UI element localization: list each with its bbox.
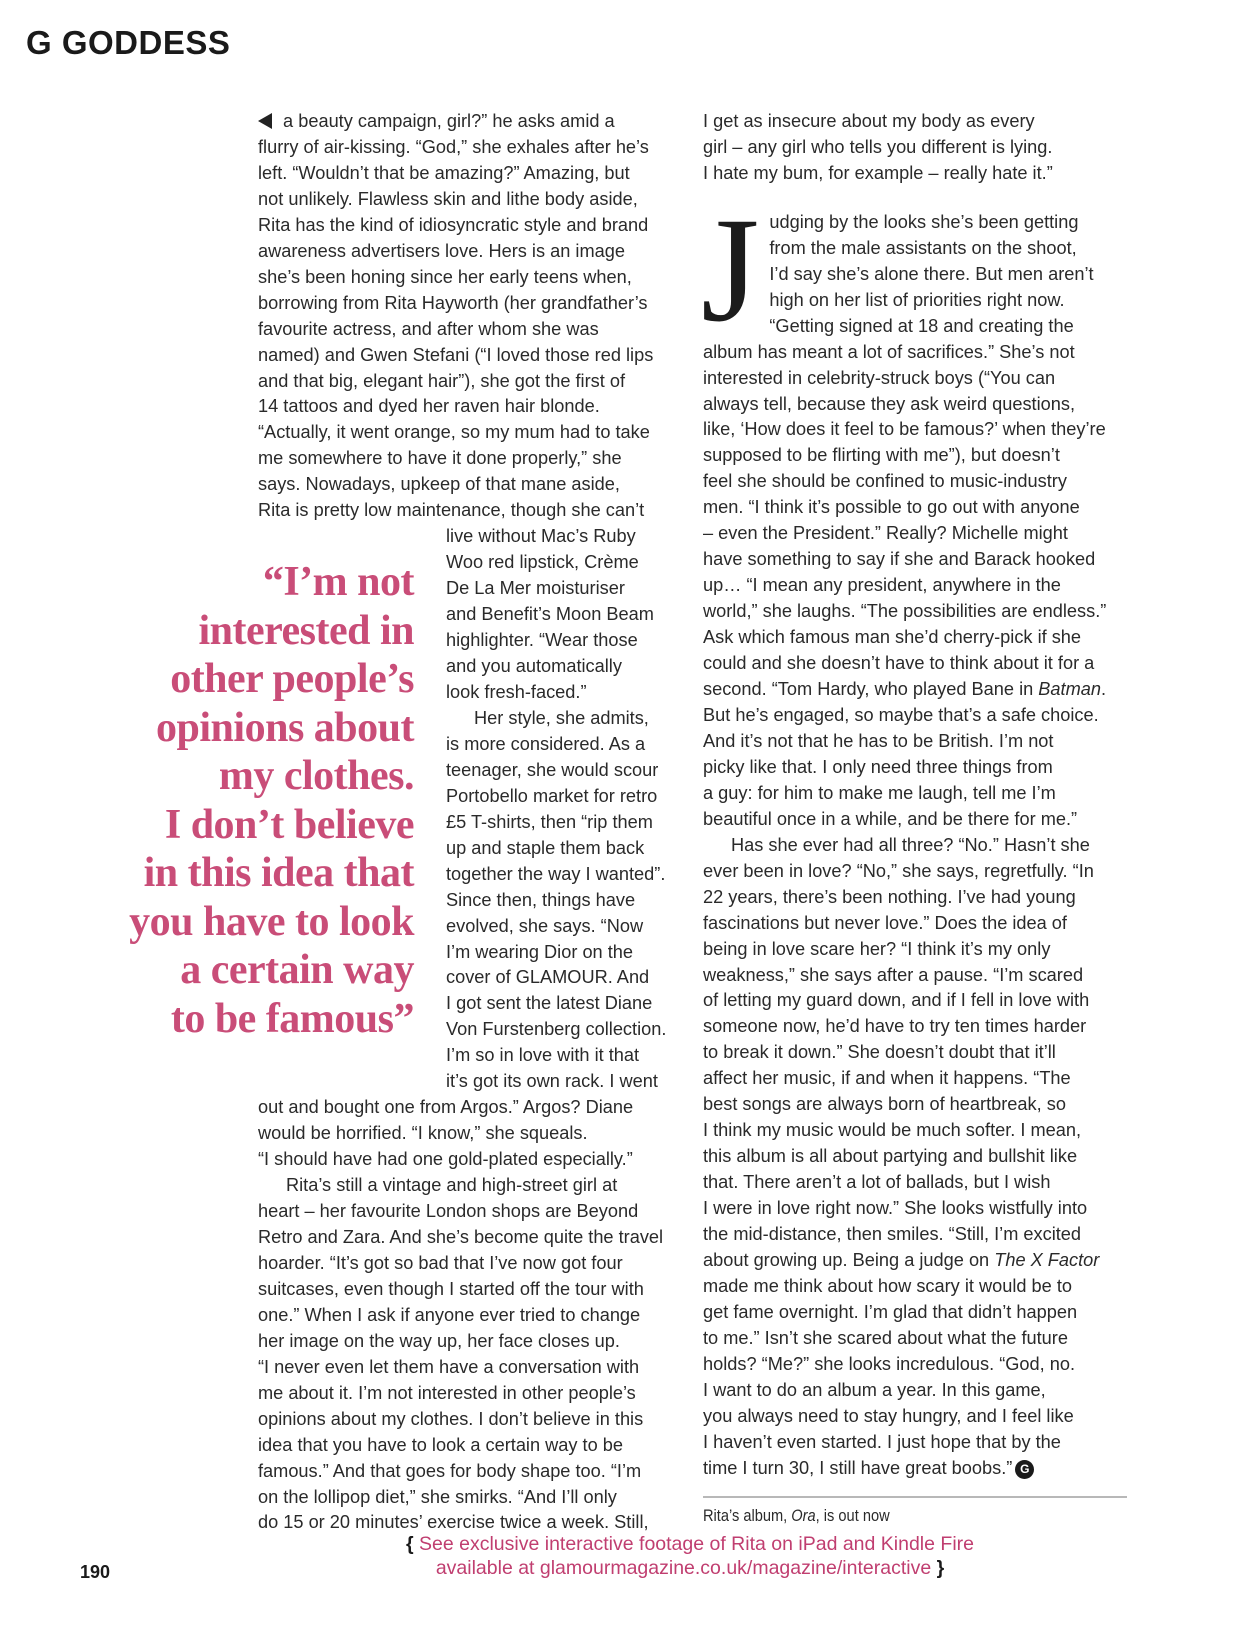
text-line: De La Mer moisturiser bbox=[446, 578, 625, 599]
text-line: “I never even let them have a conversation with bbox=[258, 1356, 640, 1377]
text-line: this album is all about partying and bullshit like bbox=[703, 1146, 1078, 1167]
text-line: best songs are always born of heartbreak, so bbox=[703, 1094, 1066, 1115]
promo-link[interactable]: available at glamourmagazine.co.uk/magazine/interactive bbox=[435, 1557, 932, 1579]
text-line: I think my music would be much softer. I mean, bbox=[703, 1120, 1082, 1141]
text-line: her image on the way up, her face closes up. bbox=[258, 1330, 620, 1351]
text-line: a guy: for him to make me laugh, tell me I’m bbox=[703, 782, 1056, 803]
text-line: girl – any girl who tells you different is lying. bbox=[703, 136, 1053, 157]
pull-quote-line: interested in bbox=[198, 607, 414, 654]
column1-bottom bbox=[258, 1095, 683, 1536]
promo-line-1: { See exclusive interactive footage of Rita on iPad and Kindle Fire bbox=[405, 1533, 974, 1555]
text-line: to break it down.” She doesn’t doubt that it’ll bbox=[703, 1042, 1056, 1063]
text-line: 22 years, there’s been nothing. I’ve had young bbox=[703, 886, 1076, 907]
paragraph-gap bbox=[703, 187, 1128, 210]
text-line: I hate my bum, for example – really hate it.” bbox=[703, 162, 1053, 183]
text-line: weakness,” she says after a pause. “I’m scared bbox=[703, 964, 1084, 985]
glamour-end-mark-icon: G bbox=[1015, 1460, 1034, 1479]
text-line: I get as insecure about my body as every bbox=[703, 111, 1035, 131]
text-line: named) and Gwen Stefani (“I loved those red lips bbox=[258, 344, 654, 365]
text-line: holds? “Me?” she looks incredulous. “God, no. bbox=[703, 1353, 1076, 1374]
text-line: flurry of air-kissing. “God,” she exhales after he’s bbox=[258, 136, 649, 157]
text-line: beautiful once in a while, and be there for me.” bbox=[703, 808, 1078, 829]
text-line: and Benefit’s Moon Beam bbox=[446, 604, 654, 625]
text-line: awareness advertisers love. Hers is an image bbox=[258, 240, 625, 261]
text-line: udging by the looks she’s been getting bbox=[769, 211, 1079, 232]
text-line: look fresh-faced.” bbox=[446, 681, 587, 702]
text-line: like, ‘How does it feel to be famous?’ when they’re bbox=[703, 419, 1106, 440]
text-line: Her style, she admits, bbox=[474, 707, 649, 728]
credit-divider bbox=[703, 1496, 1127, 1498]
text-line: Retro and Zara. And she’s become quite the travel bbox=[258, 1226, 664, 1247]
text-line: And it’s not that he has to be British. I’m not bbox=[703, 730, 1054, 751]
text-line: supposed to be flirting with me”), but doesn’t bbox=[703, 445, 1060, 466]
text-line: famous.” And that goes for body shape too. “I’m bbox=[258, 1460, 642, 1481]
text-line: could and she doesn’t have to think about it for a bbox=[703, 653, 1095, 674]
text-line: a beauty campaign, girl?” he asks amid a bbox=[258, 109, 683, 135]
text-line: “Actually, it went orange, so my mum had to take bbox=[258, 422, 650, 443]
pull-quote-line: other people’s bbox=[170, 656, 414, 702]
text-line: from the male assistants on the shoot, bbox=[769, 237, 1077, 258]
text-line: made me think about how scary it would be to bbox=[703, 1275, 1072, 1296]
text-line: someone now, he’d have to try ten times harder bbox=[703, 1016, 1087, 1037]
text-line: Von Furstenberg collection. bbox=[446, 1019, 667, 1040]
text-line: heart – her favourite London shops are Beyond bbox=[258, 1201, 639, 1222]
pull-quote-line: my clothes. bbox=[218, 753, 414, 799]
text-line: picky like that. I only need three things from bbox=[703, 756, 1053, 777]
text-line: Ask which famous man she’d cherry-pick if she bbox=[703, 627, 1082, 648]
text-line: idea that you have to look a certain way to be bbox=[258, 1434, 623, 1455]
pull-quote-line: in this idea that bbox=[143, 850, 414, 896]
text-line: world,” she laughs. “The possibilities are endless.” bbox=[703, 601, 1107, 622]
text-line: me about it. I’m not interested in other people’s bbox=[258, 1382, 636, 1403]
pull-quote-line: to be famous” bbox=[170, 995, 414, 1042]
text-line: high on her list of priorities right now. bbox=[769, 289, 1065, 310]
interactive-promo[interactable] bbox=[380, 1532, 1000, 1580]
text-line: men. “I think it’s possible to go out with anyone bbox=[703, 497, 1080, 518]
text-line: ever been in love? “No,” she says, regretfully. “In bbox=[703, 860, 1094, 881]
text-line: opinions about my clothes. I don’t believe in this bbox=[258, 1408, 644, 1429]
text-line: get fame overnight. I’m glad that didn’t happen bbox=[703, 1301, 1078, 1322]
text-line: 14 tattoos and dyed her raven hair blonde. bbox=[258, 396, 600, 417]
text-line: Portobello market for retro bbox=[446, 785, 658, 806]
show-title: The X Factor bbox=[994, 1249, 1100, 1270]
text-line: feel she should be confined to music-industry bbox=[703, 471, 1067, 492]
text-line: Rita is pretty low maintenance, though she can’t bbox=[258, 500, 645, 521]
text-line: highlighter. “Wear those bbox=[446, 630, 638, 651]
text-line: I got sent the latest Diane bbox=[446, 993, 653, 1014]
text-line: up… “I mean any president, anywhere in the bbox=[703, 575, 1061, 596]
text-line: affect her music, if and when it happens. “The bbox=[703, 1068, 1071, 1089]
text-line: is more considered. As a bbox=[446, 733, 646, 754]
text-line: about growing up. Being a judge on The X Factor bbox=[703, 1249, 1100, 1270]
page-number: 190 bbox=[80, 1562, 111, 1582]
text-line: £5 T-shirts, then “rip them bbox=[446, 811, 653, 832]
text-line: I haven’t even started. I just hope that by the bbox=[703, 1431, 1061, 1452]
text-line: says. Nowadays, upkeep of that mane aside, bbox=[258, 474, 620, 495]
text-line: I’m so in love with it that bbox=[446, 1045, 640, 1066]
pull-quote bbox=[118, 558, 414, 1043]
text-line: do 15 or 20 minutes’ exercise twice a week. Still, bbox=[258, 1512, 649, 1533]
text-line: not unlikely. Flawless skin and lithe body aside, bbox=[258, 188, 638, 209]
text-line: up and staple them back bbox=[446, 837, 645, 858]
text-line: out and bought one from Argos.” Argos? Diane bbox=[258, 1097, 634, 1118]
text-line: Woo red lipstick, Crème bbox=[446, 552, 639, 573]
text-line: I’m wearing Dior on the bbox=[446, 941, 634, 962]
text-line: live without Mac’s Ruby bbox=[446, 526, 636, 547]
text-line: suitcases, even though I started off the tour with bbox=[258, 1278, 644, 1299]
text-line: favourite actress, and after whom she was bbox=[258, 318, 599, 339]
text-line: fascinations but never love.” Does the idea of bbox=[703, 912, 1067, 933]
article-column-2 bbox=[703, 109, 1128, 1482]
text-line: Since then, things have bbox=[446, 889, 636, 910]
text-line: Rita’s still a vintage and high-street girl at bbox=[286, 1175, 618, 1196]
column1-top bbox=[258, 109, 683, 524]
dropcap-paragraph bbox=[701, 186, 1128, 1482]
album-title: Ora bbox=[791, 1506, 816, 1525]
text-line: hoarder. “It’s got so bad that I’ve now got four bbox=[258, 1252, 623, 1273]
text-line: I want to do an album a year. In this game, bbox=[703, 1379, 1046, 1400]
text-line: interested in celebrity-struck boys (“You can bbox=[703, 367, 1056, 388]
text-line: left. “Wouldn’t that be amazing?” Amazing, but bbox=[258, 162, 630, 183]
close-brace: } bbox=[936, 1557, 945, 1579]
text-line: – even the President.” Really? Michelle might bbox=[703, 523, 1068, 544]
film-title: Batman bbox=[1038, 679, 1101, 700]
text-line: that. There aren’t a lot of ballads, but I wish bbox=[703, 1172, 1051, 1193]
pull-quote-line: “I’m not bbox=[262, 559, 414, 605]
album-credit: Rita’s album, Ora, is out now bbox=[703, 1506, 890, 1525]
text-line: on the lollipop diet,” she smirks. “And I’ll only bbox=[258, 1486, 617, 1507]
promo-line-2 bbox=[380, 1556, 1000, 1580]
text-line: to me.” Isn’t she scared about what the future bbox=[703, 1327, 1068, 1348]
text-line: would be horrified. “I know,” she squeals. bbox=[258, 1123, 588, 1144]
section-header: G GODDESS bbox=[26, 24, 231, 61]
text-line: always tell, because they ask weird questions, bbox=[703, 393, 1076, 414]
text-line: But he’s engaged, so maybe that’s a safe choice. bbox=[703, 704, 1099, 725]
open-brace: { bbox=[405, 1533, 414, 1555]
continued-arrow-icon bbox=[258, 113, 272, 129]
text-line: “I should have had one gold-plated especially.” bbox=[258, 1149, 633, 1170]
pull-quote-line: you have to look bbox=[129, 898, 414, 945]
text-line: the mid-distance, then smiles. “Still, I’m excited bbox=[703, 1224, 1082, 1245]
text-line: cover of GLAMOUR. And bbox=[446, 967, 650, 988]
text-line: evolved, she says. “Now bbox=[446, 915, 644, 936]
text-line: teenager, she would scour bbox=[446, 759, 659, 780]
text-line: one.” When I ask if anyone ever tried to change bbox=[258, 1304, 641, 1325]
text-line: and you automatically bbox=[446, 656, 622, 677]
text-line: album has meant a lot of sacrifices.” She’s not bbox=[703, 341, 1075, 362]
text-line: me somewhere to have it done properly,” she bbox=[258, 448, 622, 469]
text-line: she’s been honing since her early teens when, bbox=[258, 266, 632, 287]
pull-quote-line: I don’t believe bbox=[164, 801, 414, 848]
text-line: and that big, elegant hair”), she got the first of bbox=[258, 370, 626, 391]
text-line: time I turn 30, I still have great boobs.” G bbox=[703, 1456, 1128, 1482]
text-line: being in love scare her? “I think it’s my only bbox=[703, 938, 1051, 959]
text-line: borrowing from Rita Hayworth (her grandfather’s bbox=[258, 292, 648, 313]
text-line: have something to say if she and Barack hooked bbox=[703, 549, 1096, 570]
text-line: together the way I wanted”. bbox=[446, 863, 666, 884]
drop-cap: J bbox=[701, 186, 760, 353]
pull-quote-line: opinions about bbox=[156, 704, 414, 751]
text-line: of letting my guard down, and if I fell in love with bbox=[703, 990, 1090, 1011]
text-line: it’s got its own rack. I went bbox=[446, 1071, 658, 1092]
text-line: you always need to stay hungry, and I feel like bbox=[703, 1405, 1074, 1426]
text-line: “Getting signed at 18 and creating the bbox=[769, 315, 1074, 336]
pull-quote-line: a certain way bbox=[180, 947, 414, 993]
text-line: Rita has the kind of idiosyncratic style and brand bbox=[258, 214, 649, 235]
text-line: I were in love right now.” She looks wistfully into bbox=[703, 1198, 1088, 1219]
text-line: Has she ever had all three? “No.” Hasn’t she bbox=[731, 834, 1090, 855]
text-line: second. “Tom Hardy, who played Bane in Batman. bbox=[703, 679, 1107, 700]
text-line: I’d say she’s alone there. But men aren’t bbox=[769, 263, 1094, 284]
